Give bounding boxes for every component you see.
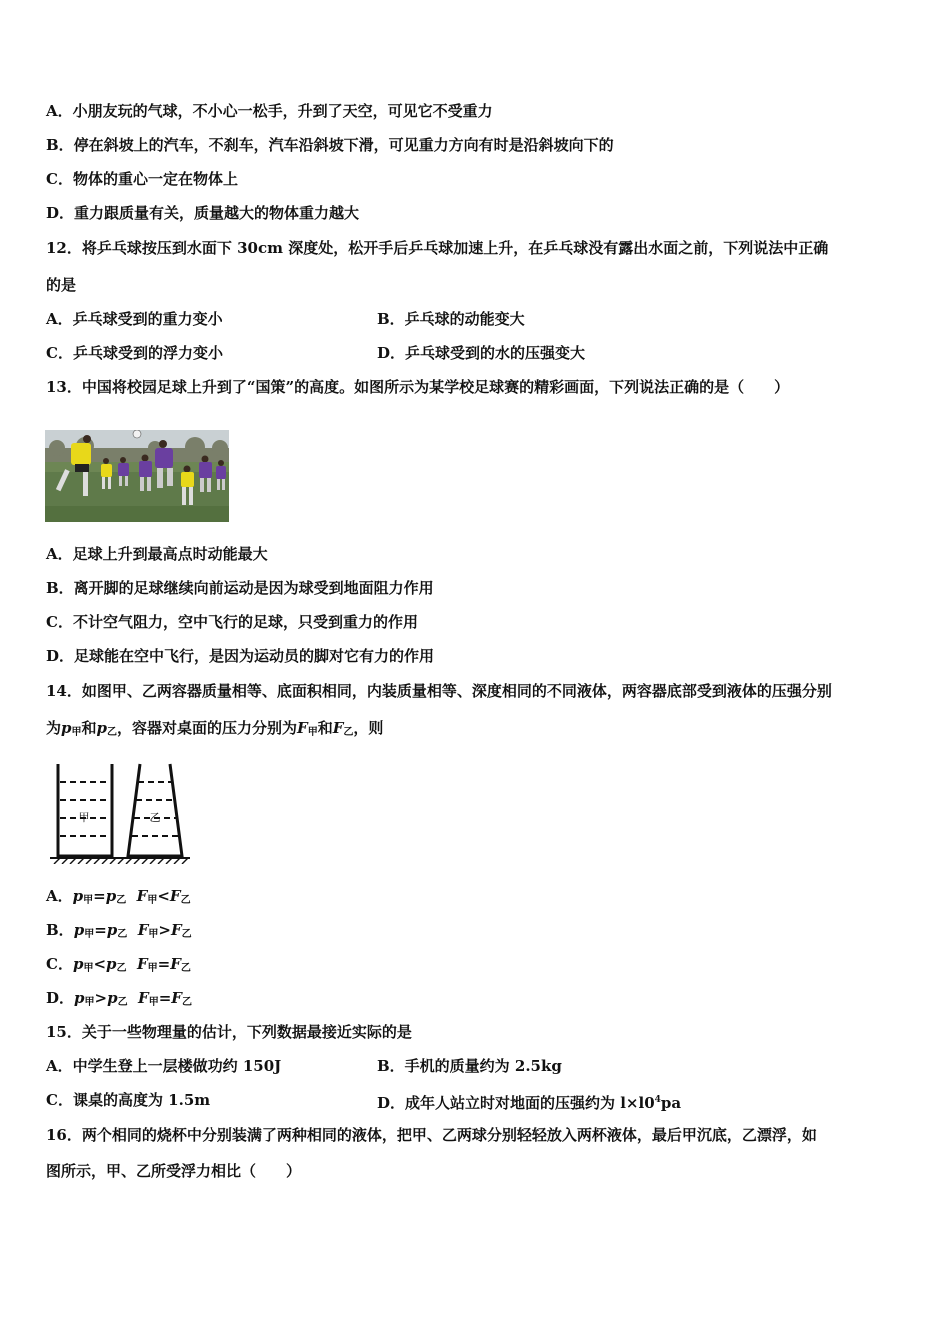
q11-option-c: C．物体的重心一定在物体上 [46, 170, 238, 188]
q16-stem-line1: 16．两个相同的烧杯中分别装满了两种相同的液体，把甲、乙两球分别轻轻放入两杯液体，最后甲沉底，乙漂浮，如 [46, 1126, 817, 1144]
soccer-match-photo [45, 430, 229, 522]
q12-option-c: C．乒乓球受到的浮力变小 [46, 344, 223, 362]
q12-option-a: A．乒乓球受到的重力变小 [46, 310, 223, 328]
q11-option-d: D．重力跟质量有关，质量越大的物体重力越大 [46, 204, 360, 222]
q11-option-b: B．停在斜坡上的汽车，不刹车，汽车沿斜坡下滑，可见重力方向有时是沿斜坡向下的 [46, 136, 614, 154]
q15-option-a: A．中学生登上一层楼做功约 150J [46, 1057, 282, 1075]
q13-option-b: B．离开脚的足球继续向前运动是因为球受到地面阻力作用 [46, 579, 434, 597]
q15-option-b: B．手机的质量约为 2.5kg [377, 1057, 562, 1075]
q14-stem-line2: 为$p_甲$和$p_乙$，容器对桌面的压力分别为$F_甲$和$F_乙$，则 [46, 719, 384, 738]
q13-stem: 13．中国将校园足球上升到了“国策”的高度。如图所示为某学校足球赛的精彩画面，下列说法正确的是（ ） [46, 378, 790, 396]
q12-stem-line2: 的是 [46, 276, 77, 294]
containers-diagram [50, 760, 190, 864]
q14-option-c: C．$p_甲<p_乙$ $F_甲=F_乙$ [46, 955, 191, 974]
q14-option-b: B．$p_甲=p_乙$ $F_甲>F_乙$ [46, 921, 192, 940]
q13-option-a: A．足球上升到最高点时动能最大 [46, 545, 268, 563]
q14-option-d: D．$p_甲>p_乙$ $F_甲=F_乙$ [46, 989, 192, 1008]
q16-stem-line2: 图所示，甲、乙所受浮力相比（ ） [46, 1162, 302, 1180]
q14-stem-line1: 14．如图甲、乙两容器质量相等、底面积相同，内装质量相等、深度相同的不同液体，两容器底部受到液体的压强分别 [46, 682, 832, 700]
q13-option-d: D．足球能在空中飞行，是因为运动员的脚对它有力的作用 [46, 647, 435, 665]
label-yi: 乙 [149, 811, 161, 824]
q11-option-a: A．小朋友玩的气球，不小心一松手，升到了天空，可见它不受重力 [46, 102, 493, 120]
q12-option-d: D．乒乓球受到的水的压强变大 [377, 344, 586, 362]
q15-stem: 15．关于一些物理量的估计，下列数据最接近实际的是 [46, 1023, 412, 1041]
q15-option-d: D．成年人站立时对地面的压强约为 $l\times l0^4pa$ [377, 1094, 682, 1112]
label-jia: 甲 [78, 811, 90, 824]
q15-option-c: C．课桌的高度为 1.5m [46, 1091, 211, 1109]
q14-option-a: A．$p_甲=p_乙$ $F_甲<F_乙$ [46, 887, 191, 906]
q12-option-b: B．乒乓球的动能变大 [377, 310, 525, 328]
q12-stem-line1: 12．将乒乓球按压到水面下 30cm 深度处，松开手后乒乓球加速上升，在乒乓球没有露出水面之前，下列说法中正确 [46, 239, 829, 257]
q13-option-c: C．不计空气阻力，空中飞行的足球，只受到重力的作用 [46, 613, 418, 631]
